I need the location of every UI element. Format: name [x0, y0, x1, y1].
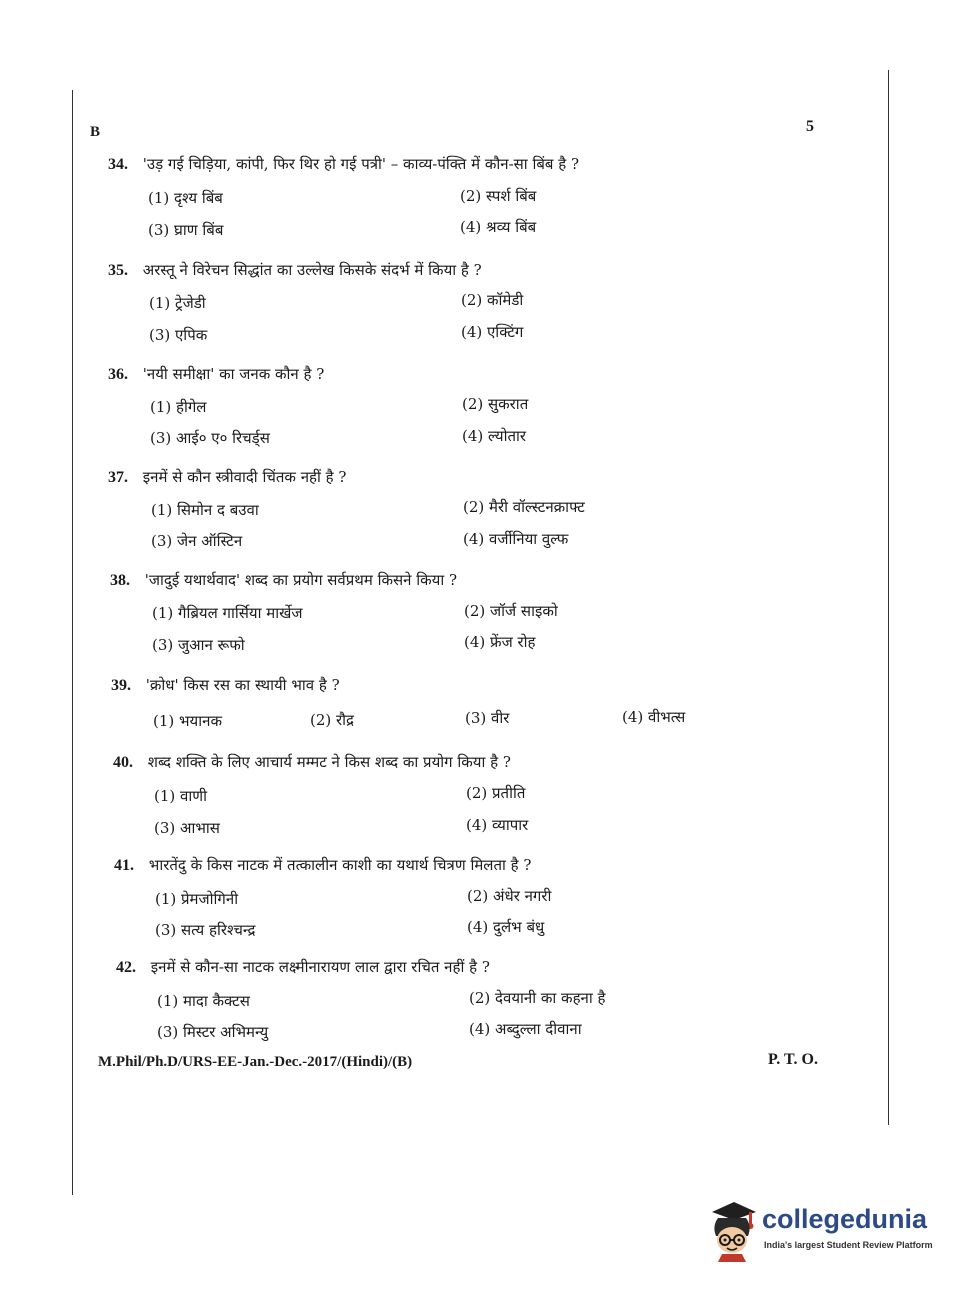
option-2[interactable]: (2) स्पर्श बिंब: [460, 187, 537, 205]
option-2[interactable]: (2) सुकरात: [462, 395, 529, 413]
question-line: [108, 364, 324, 384]
option-1[interactable]: (1) वाणी: [154, 787, 207, 805]
question-line: [113, 752, 511, 772]
brand-watermark: [704, 1196, 934, 1266]
option-4[interactable]: (4) वर्जीनिया वुल्फ: [463, 530, 569, 548]
option-4[interactable]: (4) एक्टिंग: [461, 323, 524, 341]
option-3[interactable]: (3) जेन ऑस्टिन: [151, 532, 243, 550]
option-3[interactable]: (3) मिस्टर अभिमन्यु: [157, 1023, 269, 1041]
question-text: शब्द शक्ति के लिए आचार्य मम्मट ने किस शब्द का प्रयोग किया है ?: [147, 753, 511, 771]
option-1[interactable]: (1) प्रेमजोगिनी: [155, 890, 239, 908]
question-line: [108, 154, 579, 174]
question-text: अरस्तू ने विरेचन सिद्धांत का उल्लेख किसके संदर्भ में किया है ?: [142, 261, 482, 279]
page-border-left: [72, 90, 73, 1195]
option-1[interactable]: (1) दृश्य बिंब: [148, 189, 223, 207]
option-2[interactable]: (2) रौद्र: [310, 711, 355, 729]
option-4[interactable]: (4) श्रव्य बिंब: [460, 218, 537, 236]
question-line: [111, 675, 340, 695]
question-number: 36.: [108, 366, 128, 383]
option-3[interactable]: (3) सत्य हरिश्चन्द्र: [155, 921, 256, 939]
question-number: 41.: [114, 857, 134, 874]
question-number: 37.: [108, 469, 128, 486]
option-3[interactable]: (3) आभास: [154, 819, 220, 837]
option-4[interactable]: (4) व्यापार: [466, 816, 529, 834]
option-3[interactable]: (3) एपिक: [149, 326, 208, 344]
brand-tagline: India's largest Student Review Platform: [764, 1240, 933, 1250]
option-1[interactable]: (1) सिमोन द बउवा: [151, 501, 259, 519]
graduate-mascot-icon: [704, 1196, 762, 1262]
option-2[interactable]: (2) अंधेर नगरी: [467, 887, 552, 905]
option-2[interactable]: (2) प्रतीति: [466, 784, 526, 802]
question-text: 'नयी समीक्षा' का जनक कौन है ?: [142, 365, 325, 383]
question-text: इनमें से कौन-सा नाटक लक्ष्मीनारायण लाल द्वारा रचित नहीं है ?: [150, 958, 490, 976]
option-3[interactable]: (3) आई० ए० रिचर्ड्स: [150, 429, 270, 447]
option-4[interactable]: (4) फ्रेंज रोह: [464, 633, 536, 651]
option-4[interactable]: (4) दुर्लभ बंधु: [467, 918, 545, 936]
option-1[interactable]: (1) मादा कैक्टस: [157, 992, 250, 1010]
question-line: [108, 260, 482, 280]
option-3[interactable]: (3) जुआन रूफो: [152, 636, 245, 654]
question-text: इनमें से कौन स्त्रीवादी चिंतक नहीं है ?: [142, 468, 347, 486]
option-4[interactable]: (4) अब्दुल्ला दीवाना: [469, 1020, 582, 1038]
page-border-right: [888, 70, 889, 1125]
option-1[interactable]: (1) भयानक: [153, 712, 222, 730]
question-line: [108, 467, 346, 487]
question-text: 'उड़ गई चिड़िया, कांपी, फिर थिर हो गई पत्री' – काव्य-पंक्ति में कौन-सा बिंब है ?: [142, 155, 580, 173]
question-line: [116, 957, 490, 977]
question-text: 'क्रोध' किस रस का स्थायी भाव है ?: [145, 676, 340, 694]
paper-code: M.Phil/Ph.D/URS-EE-Jan.-Dec.-2017/(Hindi)/(B): [98, 1054, 413, 1070]
option-2[interactable]: (2) मैरी वॉल्स्टनक्राफ्ट: [463, 498, 585, 516]
option-1[interactable]: (1) ट्रेजेडी: [149, 294, 206, 312]
question-number: 42.: [116, 959, 136, 976]
question-number: 35.: [108, 262, 128, 279]
option-2[interactable]: (2) जॉर्ज साइको: [464, 602, 558, 620]
question-number: 40.: [113, 754, 133, 771]
question-line: [110, 570, 457, 590]
question-text: 'जादुई यथार्थवाद' शब्द का प्रयोग सर्वप्रथम किसने किया ?: [144, 571, 458, 589]
option-3[interactable]: (3) घ्राण बिंब: [148, 221, 224, 239]
option-4[interactable]: (4) वीभत्स: [622, 708, 686, 726]
pto-label: P. T. O.: [768, 1051, 818, 1068]
question-line: [114, 855, 531, 875]
question-number: 34.: [108, 156, 128, 173]
question-number: 38.: [110, 572, 130, 589]
option-4[interactable]: (4) ल्योतार: [462, 427, 527, 445]
option-1[interactable]: (1) हीगेल: [150, 398, 207, 416]
set-code: B: [90, 124, 101, 140]
option-3[interactable]: (3) वीर: [465, 709, 510, 727]
option-2[interactable]: (2) कॉमेडी: [461, 291, 524, 309]
option-2[interactable]: (2) देवयानी का कहना है: [469, 989, 606, 1007]
question-number: 39.: [111, 677, 131, 694]
brand-name: collegedunia: [762, 1204, 928, 1234]
option-1[interactable]: (1) गैब्रियल गार्सिया मार्खेज: [152, 604, 303, 622]
page-number: 5: [806, 118, 814, 135]
question-text: भारतेंदु के किस नाटक में तत्कालीन काशी का यथार्थ चित्रण मिलता है ?: [148, 856, 532, 874]
